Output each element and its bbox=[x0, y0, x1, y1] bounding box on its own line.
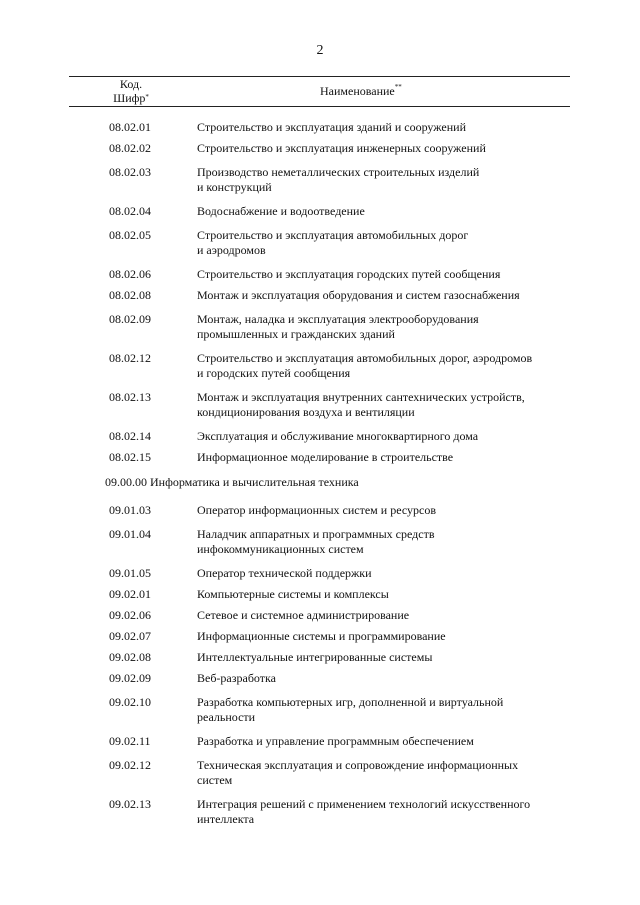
row-name-line: Информационное моделирование в строительстве bbox=[197, 450, 454, 464]
page-number: 2 bbox=[316, 43, 324, 58]
row-name bbox=[197, 566, 570, 581]
header-name-label bbox=[320, 84, 402, 99]
rows-group-09 bbox=[0, 503, 640, 827]
row-name-line: Строительство и эксплуатация инженерных сооружений bbox=[197, 141, 486, 155]
header-code-footnote-mark: * bbox=[145, 93, 149, 101]
row-name bbox=[197, 120, 570, 135]
row-name bbox=[197, 608, 570, 623]
row-name-line: Сетевое и системное администрирование bbox=[197, 608, 410, 622]
row-name bbox=[197, 734, 570, 749]
row-name-line: Строительство и эксплуатация городских путей сообщения bbox=[197, 267, 501, 281]
row-code: 08.02.06 bbox=[109, 267, 151, 281]
table-row bbox=[0, 429, 640, 444]
row-name-line: инфокоммуникационных систем bbox=[197, 542, 364, 556]
row-name bbox=[197, 267, 570, 282]
table-row bbox=[0, 734, 640, 749]
row-name bbox=[197, 141, 570, 156]
row-code: 08.02.13 bbox=[109, 390, 151, 404]
header-code-line-2-text: Шифр bbox=[113, 91, 146, 105]
header-code-line-2 bbox=[100, 91, 162, 105]
row-name bbox=[197, 450, 570, 465]
row-code: 09.02.13 bbox=[109, 797, 151, 811]
row-name-line: Разработка компьютерных игр, дополненной и виртуальной bbox=[197, 695, 504, 709]
row-code: 08.02.14 bbox=[109, 429, 151, 443]
table-row bbox=[0, 587, 640, 602]
row-name bbox=[197, 758, 570, 788]
table-row bbox=[0, 228, 640, 258]
row-name-line: Водоснабжение и водоотведение bbox=[197, 204, 365, 218]
row-name bbox=[197, 671, 570, 686]
row-name bbox=[197, 204, 570, 219]
row-name-line: реальности bbox=[197, 710, 256, 724]
section-heading: 09.00.00 Информатика и вычислительная техника bbox=[105, 475, 359, 489]
row-code: 09.02.01 bbox=[109, 587, 151, 601]
row-name-line: Компьютерные системы и комплексы bbox=[197, 587, 389, 601]
table-row bbox=[0, 503, 640, 518]
row-name bbox=[197, 228, 570, 258]
table-row bbox=[0, 288, 640, 303]
table-row bbox=[0, 165, 640, 195]
row-name-line: Интеграция решений с применением технологий искусственного bbox=[197, 797, 531, 811]
table-row bbox=[0, 797, 640, 827]
row-name-line: Производство неметаллических строительных изделий bbox=[197, 165, 480, 179]
header-code-line-1: Код. bbox=[119, 77, 143, 91]
specialty-table bbox=[0, 120, 640, 827]
table-row bbox=[0, 267, 640, 282]
row-code: 09.02.12 bbox=[109, 758, 151, 772]
row-code: 08.02.15 bbox=[109, 450, 151, 464]
table-row bbox=[0, 758, 640, 788]
row-name bbox=[197, 165, 570, 195]
row-name-line: Эксплуатация и обслуживание многоквартирного дома bbox=[197, 429, 479, 443]
row-name bbox=[197, 527, 570, 557]
row-name bbox=[197, 587, 570, 602]
table-row bbox=[0, 608, 640, 623]
row-name-line: Интеллектуальные интегрированные системы bbox=[197, 650, 433, 664]
row-name-line: интеллекта bbox=[197, 812, 255, 826]
row-code: 08.02.05 bbox=[109, 228, 151, 242]
row-name-line: систем bbox=[197, 773, 233, 787]
row-name-line: Веб-разработка bbox=[197, 671, 276, 685]
row-name bbox=[197, 390, 570, 420]
row-code: 09.02.10 bbox=[109, 695, 151, 709]
table-header-rule bbox=[69, 106, 570, 107]
row-code: 08.02.04 bbox=[109, 204, 151, 218]
table-row bbox=[0, 450, 640, 465]
header-code-label bbox=[100, 77, 162, 105]
row-name-line: Оператор технической поддержки bbox=[197, 566, 372, 580]
row-name bbox=[197, 288, 570, 303]
table-row bbox=[0, 120, 640, 135]
header-name-footnote-mark: ** bbox=[394, 83, 402, 91]
row-code: 08.02.08 bbox=[109, 288, 151, 302]
row-name-line: Разработка и управление программным обеспечением bbox=[197, 734, 474, 748]
row-code: 08.02.01 bbox=[109, 120, 151, 134]
row-code: 09.02.11 bbox=[109, 734, 151, 748]
row-name bbox=[197, 351, 570, 381]
row-name-line: Оператор информационных систем и ресурсов bbox=[197, 503, 436, 517]
header-name-text: Наименование bbox=[320, 84, 395, 98]
table-row bbox=[0, 566, 640, 581]
row-name-line: Информационные системы и программирование bbox=[197, 629, 446, 643]
table-row bbox=[0, 351, 640, 381]
table-row bbox=[0, 141, 640, 156]
row-name-line: Техническая эксплуатация и сопровождение информационных bbox=[197, 758, 519, 772]
row-name bbox=[197, 503, 570, 518]
table-row bbox=[0, 390, 640, 420]
row-code: 09.01.05 bbox=[109, 566, 151, 580]
table-row bbox=[0, 629, 640, 644]
table-row bbox=[0, 527, 640, 557]
row-code: 09.02.07 bbox=[109, 629, 151, 643]
row-name bbox=[197, 629, 570, 644]
row-name-line: Монтаж и эксплуатация оборудования и систем газоснабжения bbox=[197, 288, 520, 302]
row-code: 09.02.08 bbox=[109, 650, 151, 664]
row-name-line: кондиционирования воздуха и вентиляции bbox=[197, 405, 415, 419]
row-code: 08.02.02 bbox=[109, 141, 151, 155]
row-code: 08.02.12 bbox=[109, 351, 151, 365]
row-name-line: и аэродромов bbox=[197, 243, 266, 257]
row-code: 08.02.09 bbox=[109, 312, 151, 326]
row-name bbox=[197, 797, 570, 827]
row-code: 09.02.06 bbox=[109, 608, 151, 622]
row-name-line: и конструкций bbox=[197, 180, 272, 194]
row-code: 09.01.03 bbox=[109, 503, 151, 517]
row-name-line: Монтаж и эксплуатация внутренних сантехнических устройств, bbox=[197, 390, 525, 404]
row-name-line: и городских путей сообщения bbox=[197, 366, 351, 380]
row-name-line: промышленных и гражданских зданий bbox=[197, 327, 395, 341]
row-name bbox=[197, 650, 570, 665]
row-name bbox=[197, 695, 570, 725]
table-row bbox=[0, 671, 640, 686]
table-row bbox=[0, 695, 640, 725]
row-code: 09.01.04 bbox=[109, 527, 151, 541]
row-name-line: Строительство и эксплуатация автомобильных дорог bbox=[197, 228, 469, 242]
row-name-line: Монтаж, наладка и эксплуатация электрооборудования bbox=[197, 312, 479, 326]
row-name-line: Наладчик аппаратных и программных средств bbox=[197, 527, 435, 541]
table-row bbox=[0, 312, 640, 342]
rows-group-08 bbox=[0, 120, 640, 465]
table-row bbox=[0, 204, 640, 219]
row-name-line: Строительство и эксплуатация зданий и сооружений bbox=[197, 120, 466, 134]
row-code: 09.02.09 bbox=[109, 671, 151, 685]
row-code: 08.02.03 bbox=[109, 165, 151, 179]
row-name bbox=[197, 312, 570, 342]
table-row bbox=[0, 650, 640, 665]
row-name-line: Строительство и эксплуатация автомобильных дорог, аэродромов bbox=[197, 351, 533, 365]
row-name bbox=[197, 429, 570, 444]
